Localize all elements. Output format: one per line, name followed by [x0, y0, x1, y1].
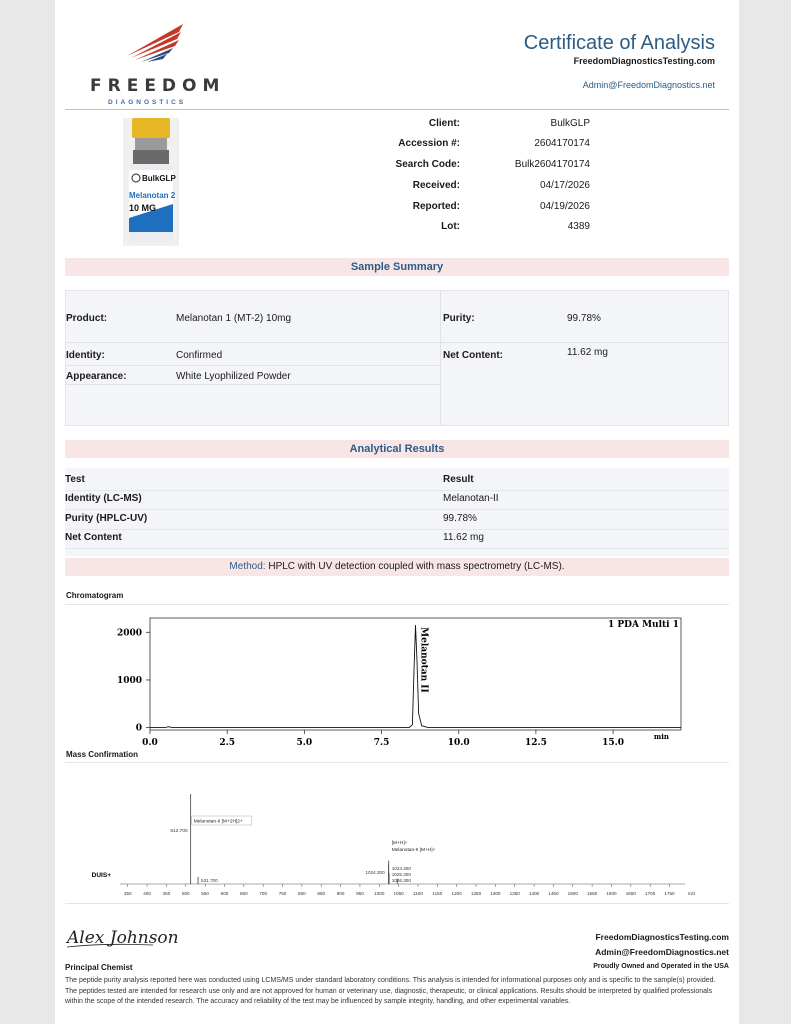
summary-rule	[65, 342, 440, 343]
chromatogram-heading: Chromatogram	[66, 591, 124, 600]
ms-peak-label: 1025.300	[391, 872, 411, 877]
peak-label: Melanotan II	[418, 627, 429, 693]
ms-x-tick-label: 400	[143, 891, 151, 896]
ms-x-unit: m/z	[688, 891, 696, 896]
chromatogram-trace	[150, 625, 681, 727]
info-search-code	[335, 159, 645, 179]
vial-product: Melanotan 2	[129, 191, 176, 200]
sample-summary-box	[65, 290, 729, 426]
info-value: 04/19/2026	[539, 201, 590, 212]
identity-label: Identity:	[66, 350, 105, 361]
info-label: Lot:	[441, 221, 460, 232]
ms-x-tick-label: 950	[356, 891, 364, 896]
mass-spectrum-svg	[65, 772, 729, 902]
ms-x-tick-label: 1100	[413, 891, 423, 896]
product-vial-image	[123, 118, 179, 246]
ms-peak-label: 1024.400	[391, 866, 411, 871]
certificate-sheet	[65, 10, 729, 1024]
summary-divider	[440, 290, 441, 426]
ms-x-tick-label: 500	[181, 891, 190, 896]
section-rule	[65, 762, 729, 763]
x-tick-label: 15.0	[602, 738, 625, 748]
info-label: Client:	[428, 118, 460, 129]
y-tick-label: 2000	[116, 628, 142, 639]
footer-website: FreedomDiagnosticsTesting.com	[595, 932, 729, 942]
col-result-header: Result	[443, 474, 474, 485]
purity-value: 99.78%	[567, 313, 601, 324]
col-test-header: Test	[65, 474, 85, 485]
info-label: Reported:	[412, 201, 460, 212]
ms-x-tick-label: 1600	[606, 891, 617, 896]
ms-x-tick-label: 1500	[567, 891, 578, 896]
x-tick-label: 10.0	[447, 738, 470, 748]
mass-confirmation-heading: Mass Confirmation	[66, 750, 139, 759]
ms-peak-label: 531.700	[201, 878, 218, 883]
test-name: Net Content	[65, 532, 122, 543]
ms-x-tick-label: 1550	[587, 891, 598, 896]
table-row	[65, 528, 729, 549]
product-label: Product:	[66, 313, 108, 324]
info-label: Search Code:	[395, 159, 460, 170]
ms-x-tick-label: 550	[201, 891, 209, 896]
header-divider	[65, 109, 729, 110]
net-content-label: Net Content:	[443, 350, 503, 361]
ms-x-tick-label: 1350	[509, 891, 520, 896]
x-tick-label: 12.5	[524, 738, 547, 748]
info-accession	[335, 138, 645, 158]
footer-tagline: Proudly Owned and Operated in the USA	[593, 963, 729, 970]
ms-x-tick-label: 1400	[528, 891, 540, 896]
ms-x-tick-label: 350	[123, 891, 132, 896]
info-received	[335, 180, 645, 200]
company-logo	[90, 22, 226, 112]
chart-legend: 1 PDA Multi 1	[608, 620, 679, 630]
summary-rule	[65, 384, 440, 385]
table-row	[65, 489, 729, 510]
results-header-row	[65, 470, 729, 491]
test-result: 11.62 mg	[443, 532, 484, 543]
ms-x-tick-label: 450	[162, 891, 171, 896]
sample-summary-heading: Sample Summary	[65, 258, 729, 276]
ms-x-tick-label: 1700	[645, 891, 656, 896]
section-rule	[65, 903, 729, 904]
method-label: Method:	[229, 561, 266, 572]
y-tick-label: 0	[135, 723, 142, 734]
eagle-wing-icon	[125, 22, 185, 62]
test-result: 99.78%	[443, 513, 477, 524]
ms-x-tick-label: 900	[336, 891, 345, 896]
analytical-results-heading: Analytical Results	[65, 440, 729, 458]
test-name: Purity (HPLC-UV)	[65, 513, 148, 524]
ms-peak-label: 1046.300	[391, 878, 411, 883]
product-value: Melanotan 1 (MT-2) 10mg	[176, 313, 292, 324]
info-reported	[335, 201, 645, 221]
test-name: Identity (LC-MS)	[65, 493, 142, 504]
disclaimer-text: The peptide purity analysis reported here was conducted using LCMS/MS under standard laboratory conditions. This analysis is intended for informational purposes only and is specific to the sample(s) provided. The peptides tested are intended for research use only and are not approved for human or veterinary use, diagnostic, therapeutic, or clinical applications. Results should be interpreted by qualified professionals within the scope of the intended research. The accuracy and reliability of the test may be influenced by sample integrity, handling, and other experimental variables.	[65, 977, 716, 1005]
info-label: Accession #:	[398, 138, 460, 149]
ms-x-tick-label: 1000	[374, 891, 385, 896]
ms-x-tick-label: 1750	[664, 891, 675, 896]
ms-x-tick-label: 650	[239, 891, 248, 896]
ms-annotation: [M+H]+	[391, 841, 408, 846]
ms-peak-label: 512.700	[170, 829, 188, 834]
signature-text: Alex Johnson	[67, 928, 179, 948]
certificate-page	[55, 0, 739, 1024]
x-tick-label: 0.0	[142, 738, 158, 748]
ms-x-tick-label: 750	[278, 891, 287, 896]
ion-mode-label: DUIS+	[91, 872, 111, 879]
header-email: Admin@FreedomDiagnostics.net	[582, 80, 715, 90]
chemist-signature	[65, 915, 179, 955]
x-unit-label: min	[653, 732, 669, 741]
chromatogram-svg	[65, 610, 729, 760]
purity-label: Purity:	[443, 313, 475, 324]
summary-rule	[440, 342, 729, 343]
brand-name: FREEDOM	[90, 76, 226, 96]
info-value: 04/17/2026	[539, 180, 590, 191]
ms-annotation: Melanotan-II [M+H]+	[391, 848, 436, 853]
info-label: Received:	[412, 180, 460, 191]
ms-x-tick-label: 1150	[432, 891, 443, 896]
footer-email: Admin@FreedomDiagnostics.net	[595, 947, 729, 957]
ms-x-tick-label: 1250	[470, 891, 482, 896]
ms-x-tick-label: 1200	[451, 891, 462, 896]
chromatogram-chart	[65, 610, 729, 760]
ms-peak-label: 1024.300	[365, 870, 385, 875]
ms-x-tick-label: 1300	[490, 891, 501, 896]
appearance-value: White Lyophilized Powder	[176, 371, 291, 382]
table-row	[65, 509, 729, 530]
vial-dose: 10 MG	[129, 203, 157, 213]
ms-x-tick-label: 600	[220, 891, 229, 896]
info-client	[335, 118, 645, 138]
page-title: Certificate of Analysis	[523, 32, 715, 54]
info-value: BulkGLP	[550, 118, 590, 129]
mass-spectrum-chart	[65, 772, 729, 902]
info-value: Bulk2604170174	[514, 159, 590, 170]
identity-value: Confirmed	[176, 350, 223, 361]
appearance-label: Appearance:	[66, 371, 127, 382]
ms-x-tick-label: 850	[317, 891, 326, 896]
test-result: Melanotan-II	[443, 493, 499, 504]
ms-annotation: Melanotan-II [M+2H]2+	[193, 819, 243, 825]
info-value: 2604170174	[534, 138, 590, 149]
y-tick-label: 1000	[116, 675, 142, 686]
x-tick-label: 7.5	[373, 738, 390, 748]
ms-x-tick-label: 1050	[393, 891, 404, 896]
net-content-value: 11.62 mg	[567, 347, 608, 358]
ms-x-tick-label: 800	[298, 891, 306, 896]
section-rule	[65, 604, 729, 605]
ms-x-tick-label: 1450	[548, 891, 559, 896]
info-lot	[335, 221, 645, 241]
ms-x-tick-label: 1650	[625, 891, 636, 896]
ms-x-tick-label: 700	[259, 891, 268, 896]
vial-brand: BulkGLP	[142, 174, 176, 183]
x-tick-label: 5.0	[296, 738, 313, 748]
summary-rule	[65, 365, 440, 366]
header-website: FreedomDiagnosticsTesting.com	[573, 56, 715, 66]
method-bar	[65, 558, 729, 576]
chemist-role: Principal Chemist	[65, 963, 133, 972]
brand-subtitle: DIAGNOSTICS	[108, 99, 187, 106]
info-value: 4389	[567, 221, 590, 232]
x-tick-label: 2.5	[219, 738, 236, 748]
method-text: HPLC with UV detection coupled with mass spectrometry (LC-MS).	[268, 561, 565, 572]
